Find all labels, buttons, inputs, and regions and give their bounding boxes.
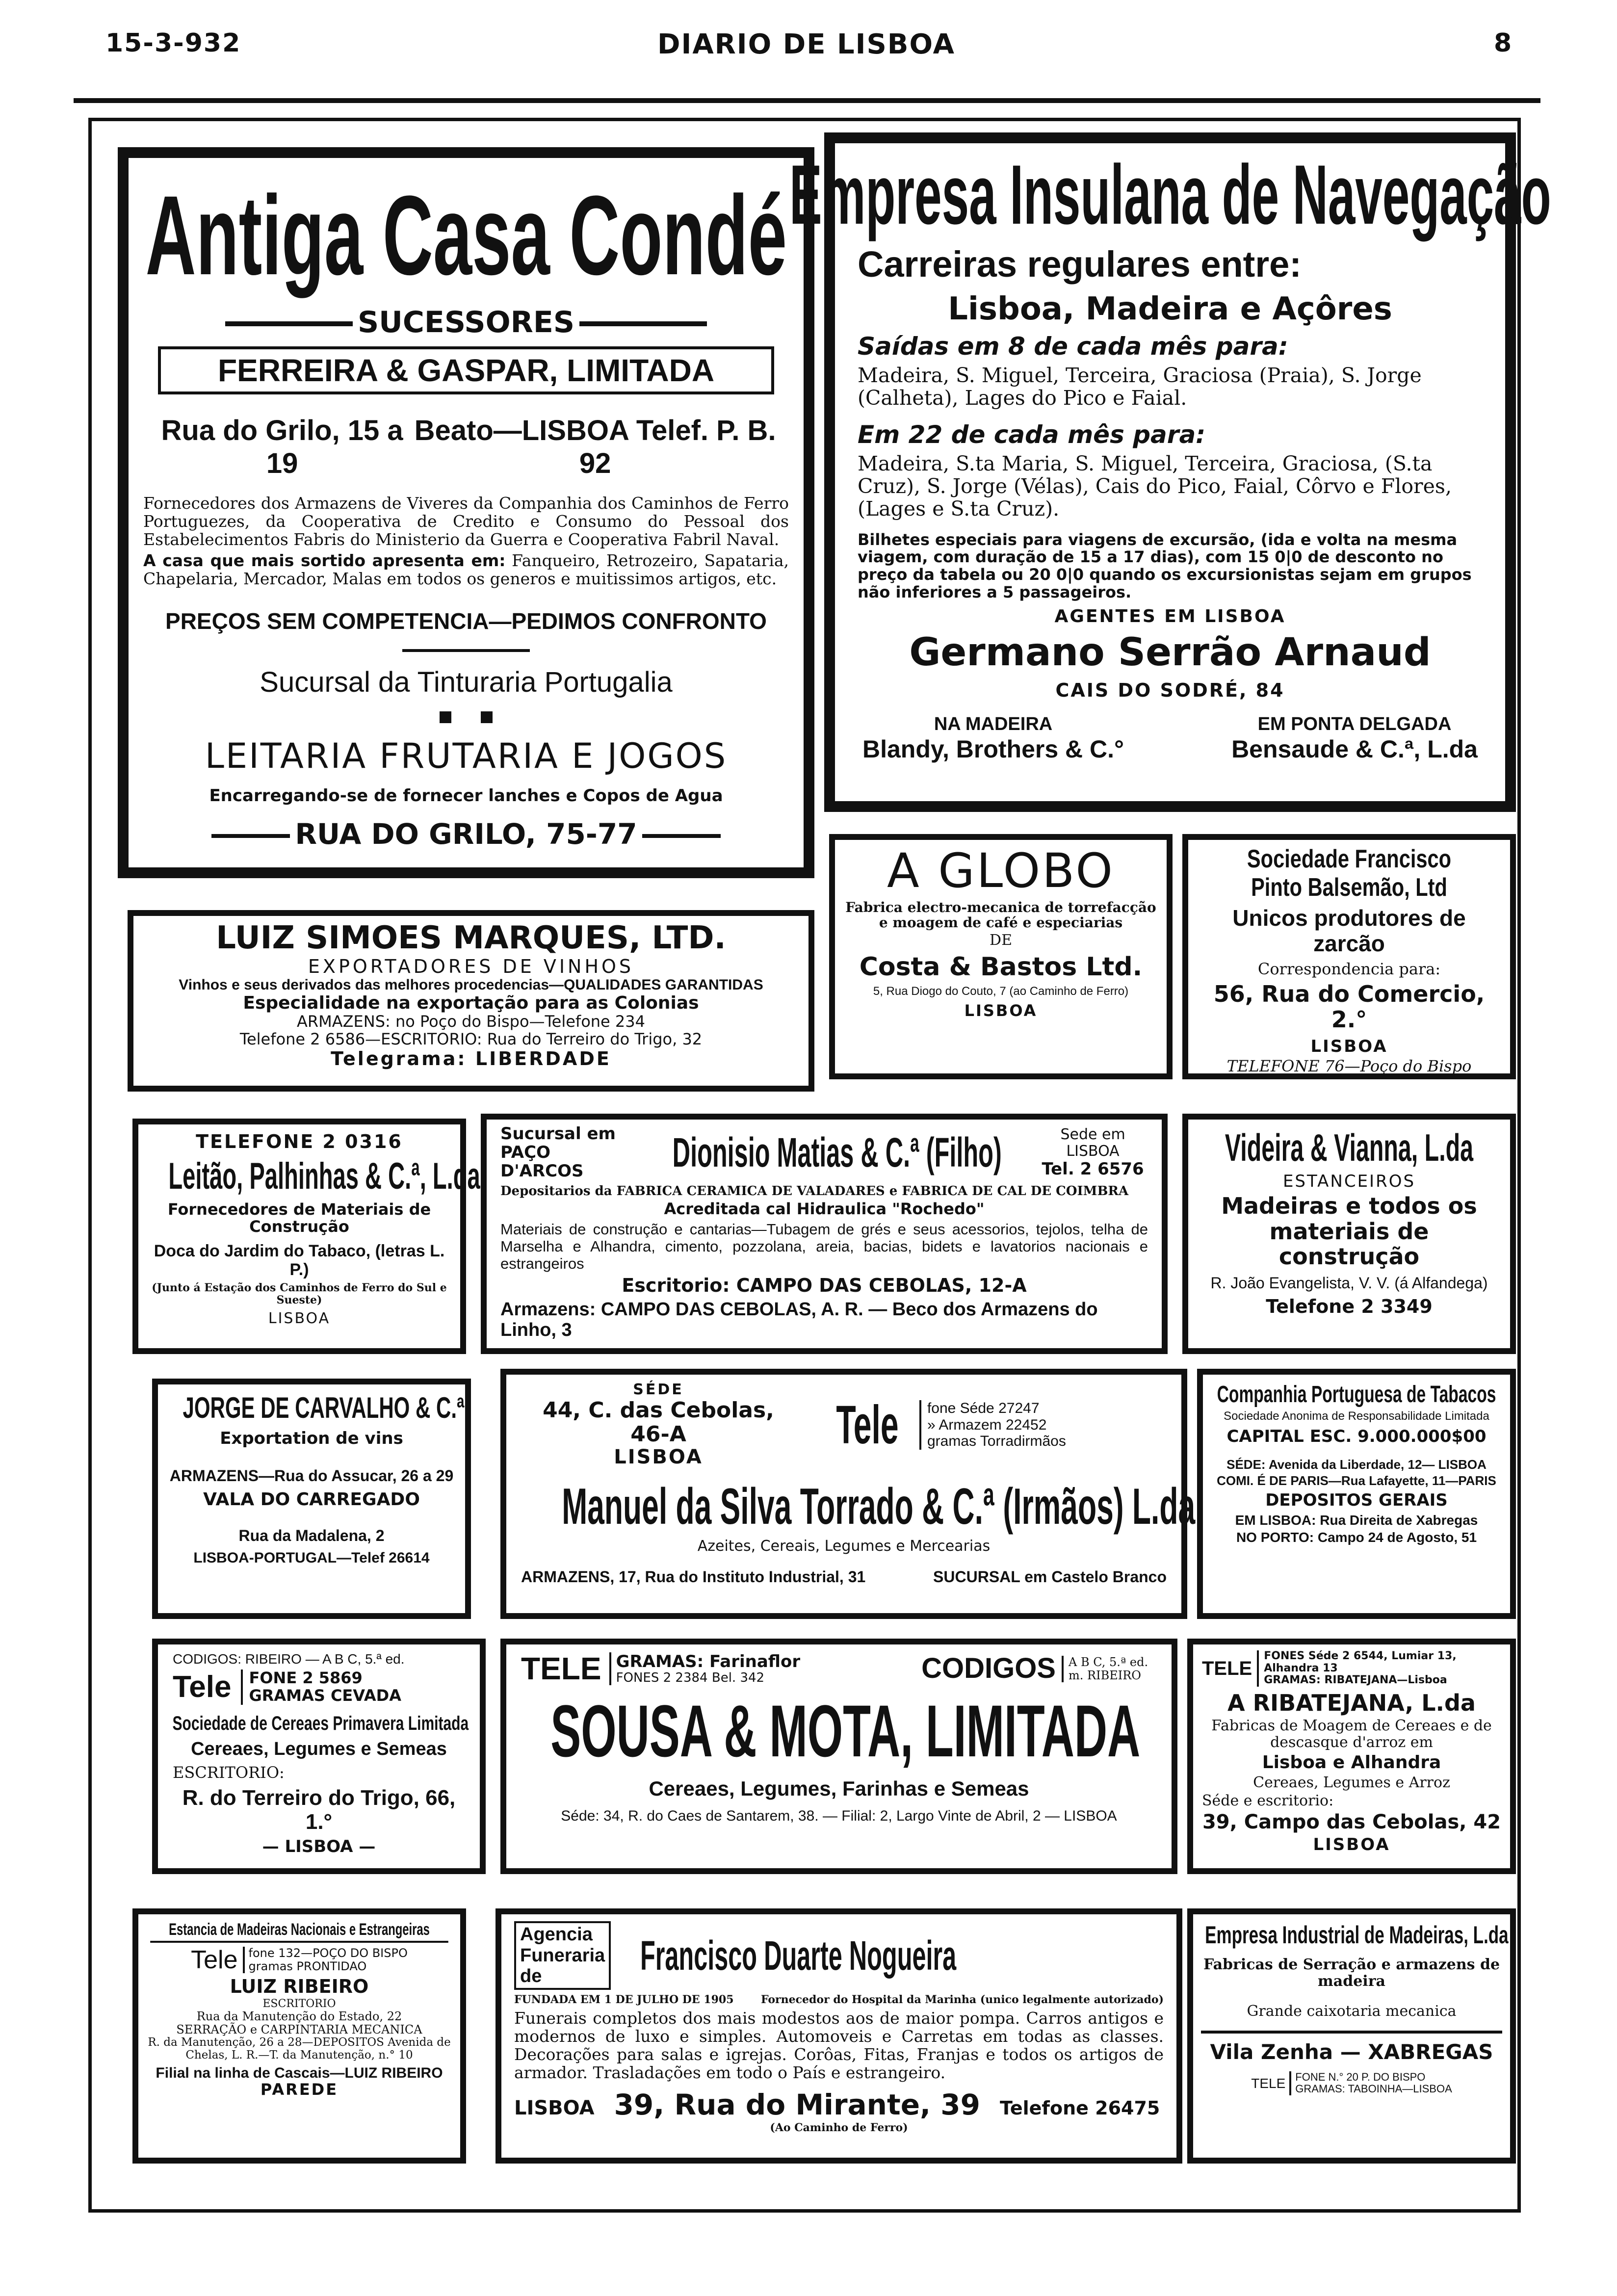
sousa-phones: GRAMAS: Farinaflor FONES 2 2384 Bel. 342 — [609, 1652, 801, 1685]
conde-bullets — [143, 711, 789, 723]
conde-address-left: Rua do Grilo, 15 a 19 — [161, 415, 403, 479]
insulana-dep22: Em 22 de cada mês para: — [858, 420, 1206, 449]
leitao-phone: TELEFONE 2 0316 — [196, 1131, 403, 1152]
cevada-goods: Cereaes, Legumes e Semeas — [191, 1738, 447, 1759]
leitao-sup: Fornecedores de Materiais de Construção — [167, 1200, 431, 1236]
leitao-name: Leitão, Palhinhas & C.ª, L.da — [168, 1155, 480, 1197]
insulana-title: Empresa Insulana de Navegação — [789, 148, 1551, 242]
tabacos-type: Sociedade Anonima de Responsabilidade Limitada — [1224, 1409, 1489, 1423]
ribatejana-address: 39, Campo das Cebolas, 42 — [1202, 1811, 1501, 1834]
globo-desc: Fabrica electro-mecanica de torrefacção e moagem de café e especiarias — [845, 899, 1156, 931]
matias-head — [500, 1124, 1148, 1180]
insulana-dep8-text: Madeira, S. Miguel, Terceira, Graciosa (Praia), S. Jorge (Calheta), Lages do Pico e Faial. — [858, 364, 1422, 410]
cevada-codes: CODIGOS: RIBEIRO — A B C, 5.ª ed. — [173, 1651, 405, 1667]
simoes-line4: ARMAZENS: no Poço do Bispo—Telefone 234 — [297, 1012, 645, 1031]
cevada-tele-row: Tele FONE 2 5869 GRAMAS CEVADA — [173, 1669, 401, 1705]
simoes-line6: Telegrama: LIBERDADE — [331, 1047, 611, 1070]
videira-role: ESTANCEIROS — [1282, 1172, 1416, 1192]
ribatejana-places: Lisboa e Alhandra — [1262, 1752, 1441, 1773]
insulana-tickets: Bilhetes especiais para viagens de excursão, (ida e volta na mesma viagem, com duração de 15 a 17 dias), com 15 0|0 de desconto no preço da tabela ou 20 0|0 quando os excursionistas sejam em grupos não inferiores a 5 passageiros. — [858, 530, 1472, 602]
insulana-dep22-text: Madeira, S.ta Maria, S. Miguel, Terceira, Graciosa, (S.ta Cruz), S. Jorge (Vélas), Cais do Pico, Faial, Côrvo e Flores, (Lages e S.ta Cruz). — [858, 451, 1452, 521]
torrado-stores: ARMAZENS, 17, Rua do Instituto Industrial, 31 — [521, 1567, 866, 1586]
ribeiro-title: Estancia de Madeiras Nacionais e Estrangeiras — [150, 1920, 448, 1943]
matias-cal: Acreditada cal Hidraulica "Rochedo" — [664, 1200, 985, 1219]
nogueira-supplier: Fornecedor do Hospital da Marinha (unico legalmente autorizado) — [760, 1993, 1164, 2006]
sousa-goods: Cereaes, Legumes, Farinhas e Semeas — [649, 1776, 1029, 1800]
insulana-route: Lisboa, Madeira e Açôres — [948, 291, 1392, 327]
ad-cereaes-primavera — [152, 1639, 486, 1874]
xabregas-desc: Fabricas de Serração e armazens de madeira — [1203, 1956, 1500, 1990]
conde-address — [143, 414, 789, 480]
simoes-name: LUIZ SIMOES MARQUES, LTD. — [216, 920, 726, 956]
nogueira-meta — [514, 1994, 1164, 2006]
ribatejana-phones: FONES Séde 2 6544, Lumiar 13, Alhandra 13 GRAMAS: RIBATEJANA—Lisboa — [1257, 1650, 1501, 1687]
ribeiro-name: LUIZ RIBEIRO — [230, 1976, 369, 1998]
ribatejana-city: LISBOA — [1313, 1834, 1390, 1854]
sousa-address: Séde: 34, R. do Caes de Santarem, 38. — Filial: 2, Largo Vinte de Abril, 2 — LISBOA — [561, 1807, 1117, 1824]
ribatejana-name: A RIBATEJANA, L.da — [1227, 1689, 1476, 1716]
leitao-note: (Junto á Estação dos Caminhos de Ferro do Sul e Sueste) — [152, 1281, 447, 1307]
xabregas-name: Empresa Industrial de Madeiras, L.da — [1205, 1921, 1509, 1949]
matias-materials: Materiais de construção e cantarias—Tubagem de grés e seus acessorios, tejolos, telha de Marselha e Alhandra, cimento, pozzolana, areia, bacias, bidets e lavatorios nacionais e estrangeiros — [500, 1221, 1148, 1272]
conde-successors: SUCESSORES — [143, 305, 789, 339]
conde-lanches: Encarregando-se de fornecer lanches e Copos de Agua — [209, 785, 723, 806]
ad-silva-torrado — [500, 1369, 1196, 1619]
insulana-agents: AGENTES EM LISBOA — [1054, 606, 1286, 626]
ad-companhia-tabacos — [1197, 1369, 1516, 1619]
matias-stores: Armazens: CAMPO DAS CEBOLAS, A. R. — Beco dos Armazens do Linho, 3 — [500, 1299, 1098, 1341]
carvalho-name: JORGE DE CARVALHO & C.ª — [183, 1391, 465, 1424]
sousa-name: SOUSA & MOTA, LIMITADA — [550, 1689, 1141, 1772]
nogueira-text: Funerais completos dos mais modestos aos de maior pompa. Carros antigos e modernos de luxo e simples. Automoveis e Carretas em todas as classes. Decorações para salas e igrejas. Corôas, Fitas, Franjas e todos os artigos de armador. Trasladações em todo o País e estrangeiro. — [514, 2009, 1164, 2083]
ad-luiz-simoes-marques — [128, 910, 814, 1092]
ad-empresa-industrial-madeiras — [1187, 1908, 1516, 2164]
conde-assortment: A casa que mais sortido apresenta em: Fanqueiro, Retrozeiro, Sapataria, Chapelaria, Mercador, Malas em todos os generos e muitissimos artigos, etc. — [143, 550, 789, 588]
nogueira-name: Francisco Duarte Nogueira — [640, 1932, 957, 1979]
tabacos-deposits: DEPOSITOS GERAIS — [1265, 1490, 1448, 1510]
videira-desc: Madeiras e todos os materiais de construção — [1221, 1193, 1477, 1270]
matias-branch: Sucursal em PAÇO D'ARCOS — [500, 1124, 616, 1181]
globo-name: A GLOBO — [887, 843, 1115, 898]
conde-address-right: Beato—LISBOA Telef. P. B. 92 — [414, 415, 776, 479]
ribeiro-tele-row: Tele fone 132—POÇO DO BISPO gramas PRONTIDAO — [191, 1946, 408, 1975]
torrado-phones: fone Séde 27247 » Armazem 22452 gramas Torradirmãos — [919, 1400, 1066, 1450]
xabregas-stock: Grande caixotaria mecanica — [1247, 2003, 1457, 2020]
carvalho-city: LISBOA-PORTUGAL—Telef 26614 — [193, 1550, 430, 1566]
conde-firm: FERREIRA & GASPAR, LIMITADA — [158, 346, 774, 394]
insulana-agent-name: Germano Serrão Arnaud — [909, 630, 1431, 675]
cevada-city: — LISBOA — — [262, 1836, 376, 1856]
torrado-footer — [521, 1568, 1167, 1586]
matias-depos: Depositarios da FABRICA CERAMICA DE VALADARES e FABRICA DE CAL DE COIMBRA — [500, 1184, 1129, 1199]
ad-sousa-mota — [500, 1639, 1177, 1874]
ribeiro-parede: PAREDE — [260, 2080, 339, 2099]
tabacos-porto: NO PORTO: Campo 24 de Agosto, 51 — [1236, 1530, 1477, 1545]
torrado-tele: Tele — [836, 1394, 899, 1455]
ad-balsemao — [1182, 834, 1516, 1079]
ad-a-globo — [829, 834, 1173, 1079]
globo-city: LISBOA — [964, 1001, 1038, 1020]
carvalho-vala: VALA DO CARREGADO — [203, 1489, 420, 1510]
tabacos-capital: CAPITAL ESC. 9.000.000$00 — [1226, 1426, 1487, 1446]
ad-empresa-insulana — [789, 132, 1551, 812]
nogueira-founded: FUNDADA EM 1 DE JULHO DE 1905 — [514, 1993, 734, 2006]
ad-videira-vianna — [1182, 1114, 1516, 1354]
ad-dionisio-matias — [481, 1114, 1168, 1354]
ribatejana-goods: Cereaes, Legumes e Arroz — [1253, 1774, 1450, 1791]
nogueira-footer — [514, 2089, 1164, 2121]
simoes-line3: Especialidade na exportação para as Colonias — [243, 992, 699, 1013]
nogueira-city: LISBOA — [514, 2097, 595, 2120]
videira-phone: Telefone 2 3349 — [1266, 1295, 1433, 1317]
tabacos-paris: COMI. É DE PARIS—Rua Lafayette, 11—PARIS — [1217, 1473, 1496, 1488]
leitao-address: Doca do Jardim do Tabaco, (letras L. P.) — [154, 1242, 445, 1279]
cevada-company: Sociedade de Cereaes Primavera Limitada — [172, 1713, 469, 1735]
balsemao-address: 56, Rua do Comercio, 2.° — [1213, 981, 1485, 1033]
xabregas-tele-row: TELE FONE N.° 20 P. DO BISPO GRAMAS: TABOINHA—LISBOA — [1251, 2070, 1452, 2095]
conde-supplier-text: Fornecedores dos Armazens de Viveres da Companhia dos Caminhos de Ferro Portuguezes, da Cooperativa de Credito e Consumo do Pessoal dos Estabelecimentos Fabris do Ministerio da Guerra e Cooperativa Fabril Naval. — [143, 494, 789, 549]
page-number: 8 — [1494, 28, 1513, 58]
cevada-office: ESCRITORIO: — [173, 1763, 285, 1782]
simoes-line5: Telefone 2 6586—ESCRITORIO: Rua do Terreiro do Trigo, 32 — [239, 1029, 703, 1048]
insulana-madeira: NA MADEIRA Blandy, Brothers & C.° — [862, 713, 1124, 763]
ribatejana-desc: Fabricas de Moagem de Cereaes e de descasque d'arroz em — [1211, 1717, 1492, 1751]
balsemao-city: LISBOA — [1310, 1037, 1388, 1057]
matias-name: Dionisio Matias & C.ª (Filho) — [672, 1129, 1002, 1176]
carvalho-export: Exportation de vins — [220, 1429, 403, 1449]
insulana-ponta-delgada: EM PONTA DELGADA Bensaude & C.ª, L.da — [1231, 713, 1478, 763]
matias-office: Escritorio: CAMPO DAS CEBOLAS, 12-A — [622, 1275, 1027, 1297]
nogueira-phone: Telefone 26475 — [999, 2097, 1160, 2119]
tabacos-name: Companhia Portuguesa de Tabacos — [1217, 1382, 1496, 1408]
sousa-tele-group: TELE GRAMAS: Farinaflor FONES 2 2384 Bel. 342 — [521, 1651, 801, 1686]
leitao-city: LISBOA — [268, 1309, 331, 1327]
ribeiro-office: ESCRITORIO — [262, 1997, 336, 2010]
ad-casa-conde — [118, 147, 814, 878]
carvalho-stores: ARMAZENS—Rua do Assucar, 26 a 29 — [169, 1467, 454, 1485]
simoes-line2: Vinhos e seus derivados das melhores procedencias—QUALIDADES GARANTIDAS — [179, 977, 763, 993]
balsemao-phone: TELEFONE 76—Poço do Bispo — [1226, 1057, 1472, 1076]
balsemao-corr: Correspondencia para: — [1257, 959, 1441, 978]
insulana-regular: Carreiras regulares entre: — [858, 244, 1302, 285]
balsemao-producers: Unicos produtores de zarcão — [1232, 905, 1466, 956]
nogueira-note: (Ao Caminho de Ferro) — [770, 2121, 908, 2135]
globo-de: DE — [990, 932, 1012, 949]
globo-address: 5, Rua Diogo do Couto, 7 (ao Caminho de Ferro) — [873, 985, 1129, 998]
ribeiro-serr: SERRAÇÃO e CARPINTARIA MECANICA — [176, 2023, 422, 2037]
ad-jorge-de-carvalho — [152, 1379, 471, 1619]
nogueira-agency: Agencia Funeraria de — [514, 1921, 611, 1990]
sousa-codes-group: CODIGOS A B C, 5.ª ed. m. RIBEIRO — [921, 1653, 1157, 1685]
videira-address: R. João Evangelista, V. V. (á Alfandega) — [1210, 1274, 1488, 1292]
torrado-name: Manuel da Silva Torrado & C.ª (Irmãos) L.da — [562, 1478, 1196, 1535]
insulana-dep8: Saídas em 8 de cada mês para: — [858, 332, 1288, 361]
conde-title: Antiga Casa Condé — [145, 172, 787, 298]
ribeiro-phones: fone 132—POÇO DO BISPO gramas PRONTIDAO — [243, 1947, 408, 1973]
carvalho-madalena: Rua da Madalena, 2 — [238, 1527, 385, 1545]
nogueira-address: 39, Rua do Mirante, 39 — [614, 2088, 980, 2122]
ribatejana-tele-row: TELE FONES Séde 2 6544, Lumiar 13, Alhandra 13 GRAMAS: RIBATEJANA—Lisboa — [1202, 1650, 1501, 1687]
insulana-island-agents — [858, 714, 1483, 763]
videira-name: Videira & Vianna, L.da — [1225, 1126, 1474, 1169]
torrado-goods: Azeites, Cereais, Legumes e Mercearias — [697, 1538, 991, 1555]
tabacos-seat: SÉDE: Avenida da Liberdade, 12— LISBOA — [1226, 1457, 1487, 1472]
newspaper-title: DIARIO DE LISBOA — [657, 28, 955, 60]
conde-branch: Sucursal da Tinturaria Portugalia — [260, 666, 673, 698]
header-rule — [74, 98, 1540, 103]
cevada-address: R. do Terreiro do Trigo, 66, 1.° — [182, 1786, 456, 1834]
ad-luiz-ribeiro — [132, 1908, 466, 2164]
ribeiro-address: Rua da Manutenção do Estado, 22 — [196, 2009, 402, 2024]
matias-seat-phone: Sede em LISBOA Tel. 2 6576 — [1042, 1126, 1144, 1179]
globo-owner: Costa & Bastos Ltd. — [859, 952, 1143, 982]
ribeiro-address2: R. da Manutenção, 26 a 28—DEPOSITOS Avenida de Chelas, L. R.—T. da Manutenção, n.° 10 — [148, 2036, 451, 2061]
conde-street: RUA DO GRILO, 75-77 — [143, 817, 789, 851]
xabregas-place: Vila Zenha — XABREGAS — [1210, 2039, 1493, 2064]
xabregas-divider — [1201, 2031, 1502, 2034]
conde-leitaria: LEITARIA FRUTARIA E JOGOS — [205, 735, 728, 776]
ad-leitao-palhinhas — [132, 1119, 480, 1354]
ribatejana-office: Séde e escritorio: — [1202, 1792, 1334, 1810]
nogueira-head — [514, 1921, 1164, 1990]
simoes-line1: EXPORTADORES DE VINHOS — [308, 955, 634, 977]
balsemao-name: Sociedade Francisco Pinto Balsemão, Ltd — [1247, 845, 1452, 902]
insulana-quay: CAIS DO SODRÉ, 84 — [1055, 679, 1285, 701]
torrado-branch: SUCURSAL em Castelo Branco — [933, 1567, 1167, 1586]
xabregas-phones: FONE N.° 20 P. DO BISPO GRAMAS: TABOINHA—LISBOA — [1289, 2071, 1452, 2095]
tabacos-lisbon: EM LISBOA: Rua Direita de Xabregas — [1235, 1513, 1478, 1528]
sousa-head — [521, 1651, 1157, 1687]
ad-duarte-nogueira — [496, 1908, 1182, 2164]
torrado-head — [521, 1382, 1167, 1468]
cevada-phones: FONE 2 5869 GRAMAS CEVADA — [241, 1670, 401, 1705]
page-date: 15-3-932 — [105, 28, 241, 58]
ribeiro-filial: Filial na linha de Cascais—LUIZ RIBEIRO — [156, 2064, 443, 2081]
ad-a-ribatejana — [1187, 1639, 1516, 1874]
conde-divider — [402, 649, 530, 652]
torrado-seat: SÉDE 44, C. das Cebolas, 46-A LISBOA — [543, 1381, 774, 1469]
conde-prices: PREÇOS SEM COMPETENCIA—PEDIMOS CONFRONTO — [165, 608, 767, 634]
